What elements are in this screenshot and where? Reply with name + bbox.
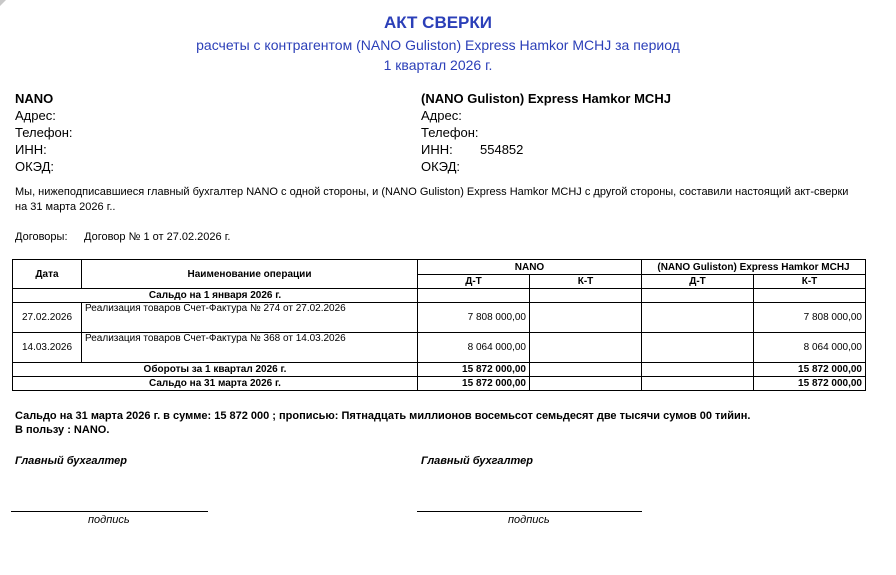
row-left-dt: 8 064 000,00 xyxy=(418,333,530,363)
closing-right-kt: 15 872 000,00 xyxy=(754,377,866,391)
summary-line2: В пользу : NANO. xyxy=(15,424,110,436)
opening-left-dt xyxy=(418,289,530,303)
opening-right-kt xyxy=(754,289,866,303)
right-party-name: (NANO Guliston) Express Hamkor MCHJ xyxy=(421,91,671,106)
row-left-dt: 7 808 000,00 xyxy=(418,303,530,333)
right-party-okzd-label: ОКЭД: xyxy=(421,159,461,174)
right-signature-caption: подпись xyxy=(508,514,550,526)
document-subtitle: расчеты с контрагентом (NANO Guliston) Express Hamkor MCHJ за период xyxy=(196,37,680,53)
document-period: 1 квартал 2026 г. xyxy=(383,57,493,73)
right-party-address-label: Адрес: xyxy=(421,108,462,123)
left-signature-line xyxy=(11,511,208,512)
right-signature-line xyxy=(417,511,642,512)
row-right-dt xyxy=(642,303,754,333)
reconciliation-table xyxy=(12,259,866,391)
turnover-left-kt xyxy=(530,363,642,377)
intro-text-line2: на 31 марта 2026 г.. xyxy=(15,201,116,213)
summary-line1: Сальдо на 31 марта 2026 г. в сумме: 15 872 000 ; прописью: Пятнадцать миллионов восемьсот семьдесят две тысячи сумов 00 тийин. xyxy=(15,410,751,422)
row-left-kt xyxy=(530,333,642,363)
right-kt-header: К-Т xyxy=(754,275,866,289)
left-party-address-label: Адрес: xyxy=(15,108,56,123)
contracts-label: Договоры: xyxy=(15,231,68,243)
page-corner-mark xyxy=(0,0,6,6)
table-header-row xyxy=(13,260,866,275)
opening-left-kt xyxy=(530,289,642,303)
left-party-inn-label: ИНН: xyxy=(15,142,47,157)
opening-right-dt xyxy=(642,289,754,303)
closing-left-kt xyxy=(530,377,642,391)
intro-text-line1: Мы, нижеподписавшиеся главный бухгалтер NANO с одной стороны, и (NANO Guliston) Express Hamkor MCHJ с другой стороны, составили настоящий акт-сверки xyxy=(15,186,849,198)
row-right-dt xyxy=(642,333,754,363)
col-operation-header: Наименование операции xyxy=(82,260,418,289)
turnover-left-dt: 15 872 000,00 xyxy=(418,363,530,377)
row-operation: Реализация товаров Счет-Фактура № 274 от 27.02.2026 xyxy=(82,303,418,333)
closing-balance-label: Сальдо на 31 марта 2026 г. xyxy=(13,377,418,391)
closing-balance-row xyxy=(13,377,866,391)
row-operation: Реализация товаров Счет-Фактура № 368 от 14.03.2026 xyxy=(82,333,418,363)
left-party-name: NANO xyxy=(15,91,54,106)
row-date: 27.02.2026 xyxy=(13,303,82,333)
col-date-header: Дата xyxy=(13,260,82,289)
row-date: 14.03.2026 xyxy=(13,333,82,363)
left-party-phone-label: Телефон: xyxy=(15,125,73,140)
row-right-kt: 7 808 000,00 xyxy=(754,303,866,333)
turnover-row xyxy=(13,363,866,377)
opening-balance-label: Сальдо на 1 января 2026 г. xyxy=(13,289,418,303)
right-party-inn-value: 554852 xyxy=(480,142,524,157)
row-right-kt: 8 064 000,00 xyxy=(754,333,866,363)
table-row xyxy=(13,333,866,363)
left-signature-title: Главный бухгалтер xyxy=(15,455,127,467)
table-row xyxy=(13,303,866,333)
document-title: АКТ СВЕРКИ xyxy=(383,13,492,32)
opening-balance-row xyxy=(13,289,866,303)
group-left-header: NANO xyxy=(418,260,642,275)
right-party-phone-label: Телефон: xyxy=(421,125,479,140)
left-kt-header: К-Т xyxy=(530,275,642,289)
turnover-right-kt: 15 872 000,00 xyxy=(754,363,866,377)
left-signature-caption: подпись xyxy=(88,514,130,526)
turnover-right-dt xyxy=(642,363,754,377)
turnover-label: Обороты за 1 квартал 2026 г. xyxy=(13,363,418,377)
left-party-okzd-label: ОКЭД: xyxy=(15,159,55,174)
closing-left-dt: 15 872 000,00 xyxy=(418,377,530,391)
right-dt-header: Д-Т xyxy=(642,275,754,289)
group-right-header: (NANO Guliston) Express Hamkor MCHJ xyxy=(642,260,866,275)
row-left-kt xyxy=(530,303,642,333)
right-signature-title: Главный бухгалтер xyxy=(421,455,533,467)
left-dt-header: Д-Т xyxy=(418,275,530,289)
right-party-inn-label: ИНН: xyxy=(421,142,453,157)
contracts-value: Договор № 1 от 27.02.2026 г. xyxy=(84,231,231,243)
closing-right-dt xyxy=(642,377,754,391)
